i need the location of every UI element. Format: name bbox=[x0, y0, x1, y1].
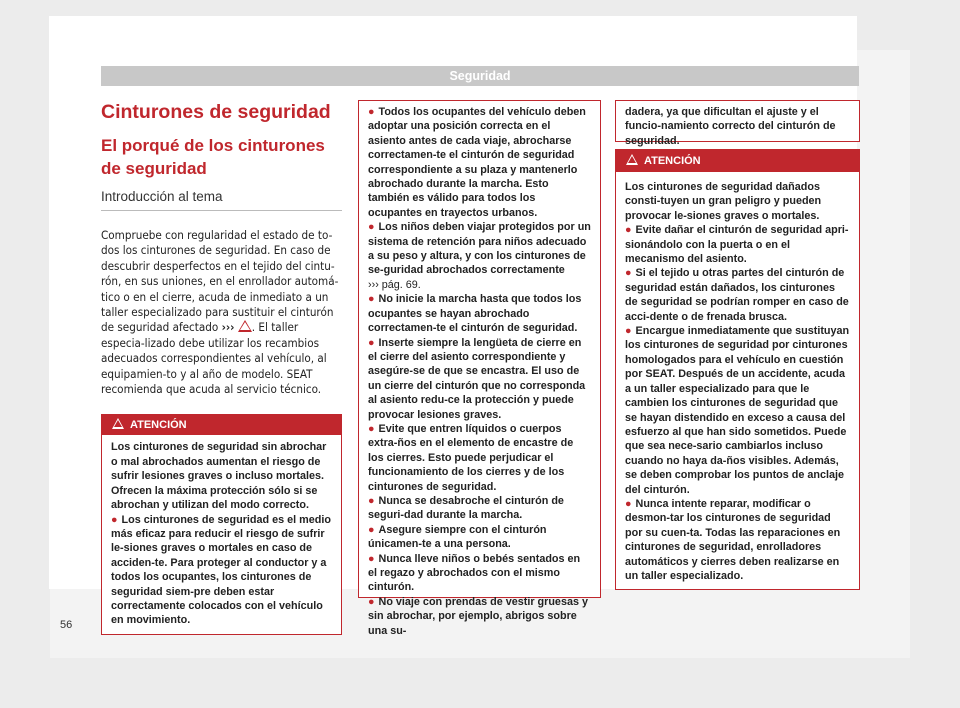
warning-intro: Los cinturones de seguridad dañados consti-tuyen un gran peligro y pueden provocar le-siones graves o mortales. bbox=[625, 181, 822, 222]
list-item: ● Si el tejido u otras partes del cinturón de seguridad están dañados, los cinturones de seguridad se podrían romper en caso de acci-dente o de frenada brusca. bbox=[625, 267, 849, 323]
bullet-icon: ● bbox=[368, 552, 375, 565]
list-item: ● Nunca intente reparar, modificar o desmon-tar los cinturones de seguridad por su cuen-ta. Todas las reparaciones en cinturones de seguridad, enrolladores automáticos y cierres deben realizarse en un taller especializado. bbox=[625, 497, 841, 582]
bullet-icon: ● bbox=[368, 293, 375, 306]
heading-divider bbox=[101, 210, 342, 211]
section-header bbox=[101, 66, 859, 86]
list-item: ● Nunca lleve niños o bebés sentados en el regazo y abrochados con el mismo cinturón. bbox=[368, 552, 581, 594]
bullet-icon: ● bbox=[368, 494, 375, 507]
warning-triangle-icon bbox=[238, 320, 252, 332]
list-item: ● No viaje con prendas de vestir gruesas y sin abrochar, por ejemplo, abrigos sobre una su- bbox=[368, 595, 588, 637]
list-item: ● Asegure siempre con el cinturón únicamen-te a una persona. bbox=[368, 523, 547, 551]
page-reference[interactable]: ››› pág. 69. bbox=[368, 278, 421, 291]
warning-body bbox=[616, 101, 859, 154]
bullet-icon: ● bbox=[368, 595, 375, 608]
warning-triangle-icon bbox=[626, 154, 638, 165]
column-3 bbox=[615, 100, 860, 590]
warning-intro: Los cinturones de seguridad sin abrochar o mal abrochados aumentan el riesgo de sufrir lesiones graves o incluso mortales. Ofrecen la máxima protección sólo si se abrochan y utilizan del modo correcto. bbox=[111, 441, 327, 512]
continuation-text: dadera, ya que dificultan el ajuste y el funcio-namiento correcto del cinturón de seguridad. bbox=[625, 106, 836, 147]
list-item: ● Evite dañar el cinturón de seguridad apri-sionándolo con la puerta o en el mecanismo del asiento. bbox=[625, 224, 849, 266]
list-item: ● Todos los ocupantes del vehículo deben adoptar una posición correcta en el asiento antes de cada viaje, abrocharse correctamen-te el cinturón de seguridad correspondiente a su plaza y mantenerlo abrochado durante la marcha. Esto también es válido para todos los ocupantes en trayectos urbanos. bbox=[368, 106, 586, 219]
cross-reference-arrows[interactable]: ››› bbox=[221, 320, 235, 335]
warning-list bbox=[111, 513, 332, 628]
warning-body bbox=[616, 172, 859, 589]
section-title: Seguridad bbox=[449, 69, 511, 83]
warning-body bbox=[102, 435, 341, 633]
bullet-icon: ● bbox=[368, 422, 375, 435]
intro-paragraph: Compruebe con regularidad el estado de to-dos los cinturones de seguridad. En caso de descubrir desperfectos en el tejido del cintu-rón, en sus uniones, en el enrollador automá-tico o en el cierre, acuda de inmediato a un taller especializado para sustituir el cinturón de seguridad afectado ››› . El taller especia-lizado debe utilizar los recambios adecuados correspondientes al vehículo, al equipamien-to y al año de modelo. SEAT recomienda que acuda al servicio técnico. bbox=[101, 228, 339, 397]
bullet-icon: ● bbox=[368, 523, 375, 536]
section-heading: El porqué de los cinturones de seguridad bbox=[101, 136, 325, 178]
bullet-icon: ● bbox=[625, 325, 632, 338]
list-item: ● Nunca se desabroche el cinturón de seguri-dad durante la marcha. bbox=[368, 494, 564, 522]
warning-header: ATENCIÓN bbox=[616, 150, 859, 172]
warning-triangle-icon bbox=[112, 418, 124, 429]
bullet-icon: ● bbox=[368, 106, 375, 118]
bullet-icon: ● bbox=[625, 224, 632, 237]
list-item: ● Los cinturones de seguridad es el medio más eficaz para reducir el riesgo de sufrir le-siones graves o mortales en caso de acciden-te. Para proteger al conductor y a todos los ocupantes, los cinturones de seguridad siem-pre deben estar correctamente colocados con el vehículo en movimiento. bbox=[111, 513, 331, 627]
list-item: ● No inicie la marcha hasta que todos los ocupantes se hayan abrochado correctamen-te el cinturón de seguridad. bbox=[368, 293, 582, 335]
topic-heading: Introducción al tema bbox=[101, 189, 223, 204]
warning-box bbox=[615, 149, 860, 590]
list-item: ● Los niños deben viajar protegidos por un sistema de retención para niños adecuado a su peso y altura, y con los cinturones de se-guridad abrochados correctamente ››› pág. 69. bbox=[368, 221, 591, 291]
bullet-icon: ● bbox=[368, 336, 375, 349]
bullet-icon: ● bbox=[625, 497, 632, 510]
list-item: ● Evite que entren líquidos o cuerpos extra-ños en el elemento de encastre de los cierres. Esto puede perjudicar el funcionamiento de los cierres y de los cinturones de seguridad. bbox=[368, 422, 574, 493]
list-item: ● Inserte siempre la lengüeta de cierre en el cierre del asiento correspondiente y asegúre-se de que se encastra. El uso de un cierre del cinturón que no corresponda al asiento redu-ce la protección y puede provocar lesiones graves. bbox=[368, 336, 586, 421]
warning-body bbox=[359, 101, 600, 644]
warning-header: ATENCIÓN bbox=[102, 415, 341, 435]
list-item: ● Encargue inmediatamente que sustituyan los cinturones de seguridad por cinturones homologados para el vehículo en cuestión por SEAT. Después de un accidente, acuda a un taller especializado para que le cambien los cinturones de seguridad que se hayan distendido en exceso a causa del esfuerzo al que han sido sometidos. Puede que sea nece-sario cambiarlos incluso cuando no haya da-ños visibles. Además, se deben comprobar los puntos de anclaje del cinturón. bbox=[625, 325, 850, 496]
bullet-icon: ● bbox=[625, 267, 632, 280]
page-number: 56 bbox=[60, 619, 73, 631]
warning-list bbox=[368, 105, 591, 638]
column-1 bbox=[101, 100, 342, 635]
warning-box-continued bbox=[358, 100, 601, 637]
chapter-title: Cinturones de seguridad bbox=[101, 101, 331, 123]
column-2 bbox=[358, 100, 601, 637]
warning-list bbox=[625, 223, 850, 583]
warning-box-continued bbox=[615, 100, 860, 147]
warning-box bbox=[101, 414, 342, 634]
bullet-icon: ● bbox=[368, 221, 375, 234]
bullet-icon: ● bbox=[111, 513, 118, 526]
